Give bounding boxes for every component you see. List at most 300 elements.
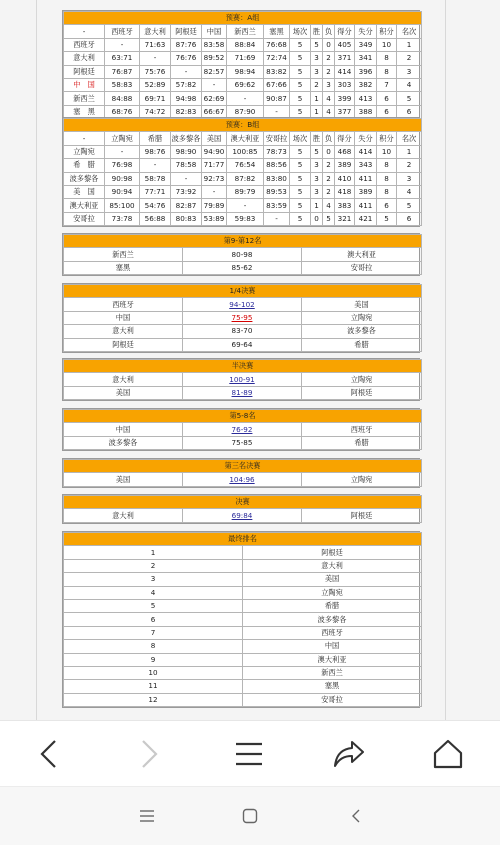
team-name-cell: 希 腊	[64, 159, 105, 172]
semifinals-title: 半决赛	[64, 360, 422, 373]
table-cell: 87:82	[227, 172, 264, 185]
team1-cell: 美国	[64, 386, 183, 399]
third-place-table	[62, 458, 420, 488]
table-cell: 90:98	[105, 172, 140, 185]
team-cell: 澳大利亚	[243, 653, 422, 666]
table-cell: 1	[397, 38, 422, 51]
browser-toolbar	[0, 720, 500, 787]
places-5-8-table	[62, 408, 420, 451]
table-cell: 399	[335, 92, 355, 105]
table-cell: 92:73	[202, 172, 227, 185]
table-cell: 88:56	[264, 159, 290, 172]
table-cell: 5	[290, 185, 311, 198]
table-cell: 3	[311, 185, 323, 198]
table-cell: 3	[311, 52, 323, 65]
table-cell: 388	[355, 105, 377, 118]
table-cell: 383	[335, 199, 355, 212]
table-cell: 8	[377, 172, 397, 185]
table-cell: -	[140, 159, 171, 172]
table-row	[64, 65, 422, 78]
table-cell: -	[202, 185, 227, 198]
rank-cell: 4	[64, 586, 243, 599]
table-cell: 57:82	[171, 78, 202, 91]
back-button[interactable]	[24, 731, 74, 777]
table-cell: 5	[290, 172, 311, 185]
recent-apps-button[interactable]	[132, 801, 162, 831]
match-row	[64, 386, 422, 399]
table-cell: 2	[397, 159, 422, 172]
col-header: 积分	[377, 25, 397, 38]
col-header: 得分	[335, 132, 355, 145]
table-cell: 468	[335, 145, 355, 158]
team-name-cell: 美 国	[64, 185, 105, 198]
table-cell: 69:71	[140, 92, 171, 105]
table-cell: 5	[290, 65, 311, 78]
table-cell: 83:59	[264, 199, 290, 212]
team2-cell: 安哥拉	[302, 261, 422, 274]
team-cell: 希腊	[243, 599, 422, 612]
team2-cell: 阿根廷	[302, 509, 422, 522]
table-cell: -	[171, 172, 202, 185]
match-row	[64, 248, 422, 261]
table-cell: 94:90	[202, 145, 227, 158]
score-link[interactable]: 94-102	[183, 298, 302, 311]
table-cell: 6	[397, 105, 422, 118]
team-name-cell: 阿根廷	[64, 65, 105, 78]
table-row	[64, 159, 422, 172]
rank-cell: 1	[64, 546, 243, 559]
ranking-row	[64, 626, 422, 639]
team2-cell: 波多黎各	[302, 325, 422, 338]
third-place-body	[64, 473, 422, 486]
footer	[0, 720, 500, 844]
table-cell: 3	[397, 172, 422, 185]
group-b-header-row	[64, 132, 422, 145]
forward-button[interactable]	[124, 731, 174, 777]
team-name-cell: 澳大利亚	[64, 199, 105, 212]
team1-cell: 新西兰	[64, 248, 183, 261]
table-cell: 58:83	[105, 78, 140, 91]
table-cell: 4	[323, 92, 335, 105]
page-border-right	[445, 0, 446, 720]
col-header: 胜	[311, 25, 323, 38]
final-table	[62, 494, 420, 524]
table-cell: -	[264, 212, 290, 225]
share-button[interactable]	[324, 731, 374, 777]
table-cell: 8	[377, 65, 397, 78]
table-cell: 69:62	[227, 78, 264, 91]
group-a-body	[64, 38, 422, 118]
table-cell: 0	[323, 145, 335, 158]
col-header: 胜	[311, 132, 323, 145]
team2-cell: 立陶宛	[302, 473, 422, 486]
back-arrow-icon	[37, 738, 61, 770]
table-cell: 85:100	[105, 199, 140, 212]
table-cell: -	[171, 65, 202, 78]
table-cell: 82:83	[171, 105, 202, 118]
match-row	[64, 298, 422, 311]
team-cell: 立陶宛	[243, 586, 422, 599]
team-name-cell: 西班牙	[64, 38, 105, 51]
table-cell: -	[140, 52, 171, 65]
match-row	[64, 473, 422, 486]
group-b-title: 预赛：B组	[64, 119, 422, 132]
table-cell: 52:89	[140, 78, 171, 91]
col-header: 安哥拉	[264, 132, 290, 145]
col-header: 新西兰	[227, 25, 264, 38]
table-cell: 79:89	[202, 199, 227, 212]
col-header: 美国	[202, 132, 227, 145]
team-name-cell: 立陶宛	[64, 145, 105, 158]
score-link[interactable]: 69:84	[183, 509, 302, 522]
final-body	[64, 509, 422, 522]
table-cell: 73:92	[171, 185, 202, 198]
table-cell: 382	[355, 78, 377, 91]
col-header: 塞黑	[264, 25, 290, 38]
table-cell: 5	[290, 105, 311, 118]
places-9-12-table	[62, 233, 420, 276]
table-cell: 83:58	[202, 38, 227, 51]
rank-cell: 9	[64, 653, 243, 666]
table-cell: 56:88	[140, 212, 171, 225]
team-cell: 新西兰	[243, 666, 422, 679]
rank-cell: 8	[64, 640, 243, 653]
table-cell: 59:83	[227, 212, 264, 225]
col-header: 得分	[335, 25, 355, 38]
table-cell: 7	[377, 78, 397, 91]
table-cell: 10	[377, 38, 397, 51]
table-cell: 2	[397, 52, 422, 65]
rank-cell: 6	[64, 613, 243, 626]
table-cell: 1	[311, 199, 323, 212]
score-link[interactable]: 76-92	[183, 423, 302, 436]
table-cell: 5	[290, 145, 311, 158]
table-cell: 421	[355, 212, 377, 225]
col-header: 阿根廷	[171, 25, 202, 38]
table-cell: 8	[377, 185, 397, 198]
table-cell: 3	[311, 65, 323, 78]
table-cell: -	[105, 145, 140, 158]
table-cell: 0	[311, 212, 323, 225]
table-cell: 76:54	[227, 159, 264, 172]
ranking-row	[64, 640, 422, 653]
table-cell: 6	[377, 92, 397, 105]
table-cell: 303	[335, 78, 355, 91]
table-cell: 371	[335, 52, 355, 65]
col-header: 积分	[377, 132, 397, 145]
table-cell: 76:87	[105, 65, 140, 78]
col-header: 负	[323, 25, 335, 38]
share-icon	[332, 739, 366, 769]
team2-cell: 希腊	[302, 338, 422, 351]
team-cell: 波多黎各	[243, 613, 422, 626]
col-header: 波多黎各	[171, 132, 202, 145]
table-cell: 84:88	[105, 92, 140, 105]
team1-cell: 美国	[64, 473, 183, 486]
table-cell: 389	[335, 159, 355, 172]
score-link: 85-62	[183, 261, 302, 274]
table-row	[64, 145, 422, 158]
table-cell: 3	[397, 65, 422, 78]
table-cell: 76:68	[264, 38, 290, 51]
ranking-row	[64, 680, 422, 693]
team-name-cell: 安哥拉	[64, 212, 105, 225]
final-ranking-table	[62, 531, 420, 708]
table-cell: 88:84	[227, 38, 264, 51]
table-cell: 5	[311, 38, 323, 51]
col-header: 名次	[397, 25, 422, 38]
table-cell: 5	[290, 92, 311, 105]
table-cell: 414	[335, 65, 355, 78]
ranking-row	[64, 693, 422, 706]
col-header: -	[64, 132, 105, 145]
table-cell: 90:94	[105, 185, 140, 198]
ranking-row	[64, 599, 422, 612]
team1-cell: 塞黑	[64, 261, 183, 274]
table-cell: 87:76	[171, 38, 202, 51]
col-header: 场次	[290, 132, 311, 145]
final-ranking-body	[64, 546, 422, 707]
table-cell: 2	[323, 52, 335, 65]
table-cell: 321	[335, 212, 355, 225]
ranking-row	[64, 653, 422, 666]
places-9-12-title: 第9-第12名	[64, 235, 422, 248]
table-cell: 3	[311, 159, 323, 172]
final-title: 决赛	[64, 496, 422, 509]
table-cell: 5	[290, 199, 311, 212]
table-cell: 90:87	[264, 92, 290, 105]
match-row	[64, 338, 422, 351]
rank-cell: 3	[64, 573, 243, 586]
system-back-button[interactable]	[341, 801, 371, 831]
table-cell: 68:76	[105, 105, 140, 118]
table-cell: 405	[335, 38, 355, 51]
home-button[interactable]	[423, 731, 473, 777]
table-row	[64, 78, 422, 91]
table-cell: 8	[377, 159, 397, 172]
table-row	[64, 172, 422, 185]
table-cell: 1	[311, 105, 323, 118]
team-name-cell: 塞 黑	[64, 105, 105, 118]
table-cell: -	[227, 199, 264, 212]
team-name-cell: 新西兰	[64, 92, 105, 105]
table-cell: 2	[323, 65, 335, 78]
table-row	[64, 199, 422, 212]
table-cell: 5	[311, 145, 323, 158]
table-cell: 100:85	[227, 145, 264, 158]
table-cell: 82:87	[171, 199, 202, 212]
ranking-row	[64, 573, 422, 586]
team2-cell: 阿根廷	[302, 386, 422, 399]
col-header: 澳大利亚	[227, 132, 264, 145]
score-link[interactable]: 75-95	[183, 311, 302, 324]
table-cell: 98:90	[171, 145, 202, 158]
table-cell: 411	[355, 199, 377, 212]
table-cell: 1	[397, 145, 422, 158]
table-cell: 414	[355, 145, 377, 158]
home-square-icon	[242, 808, 258, 824]
places-5-8-title: 第5-8名	[64, 410, 422, 423]
table-cell: 6	[377, 199, 397, 212]
table-cell: 89:52	[202, 52, 227, 65]
table-cell: 4	[397, 78, 422, 91]
quarterfinals-table	[62, 283, 420, 353]
rank-cell: 7	[64, 626, 243, 639]
menu-button[interactable]	[224, 731, 274, 777]
group-a-header-row	[64, 25, 422, 38]
table-cell: 98:94	[227, 65, 264, 78]
table-cell: 87:90	[227, 105, 264, 118]
rank-cell: 2	[64, 559, 243, 572]
table-cell: 67:66	[264, 78, 290, 91]
team2-cell: 希腊	[302, 436, 422, 449]
table-cell: 410	[335, 172, 355, 185]
team-cell: 美国	[243, 573, 422, 586]
table-cell: 5	[290, 212, 311, 225]
col-header: 西班牙	[105, 25, 140, 38]
table-cell: -	[105, 38, 140, 51]
recent-apps-icon	[139, 809, 155, 823]
match-row	[64, 373, 422, 386]
team-cell: 中国	[243, 640, 422, 653]
table-cell: 418	[335, 185, 355, 198]
group-a-table	[62, 10, 420, 120]
table-cell: 4	[323, 199, 335, 212]
col-header: 失分	[355, 132, 377, 145]
team-name-cell: 中 国	[64, 78, 105, 91]
ranking-row	[64, 546, 422, 559]
col-header: -	[64, 25, 105, 38]
table-cell: 1	[311, 92, 323, 105]
match-row	[64, 423, 422, 436]
table-cell: 78:58	[171, 159, 202, 172]
table-cell: 80:83	[171, 212, 202, 225]
team1-cell: 意大利	[64, 373, 183, 386]
group-b-body	[64, 145, 422, 225]
menu-icon	[234, 740, 264, 768]
table-cell: 0	[323, 38, 335, 51]
match-row	[64, 261, 422, 274]
team1-cell: 意大利	[64, 509, 183, 522]
score-link[interactable]: 104:96	[183, 473, 302, 486]
semifinals-table	[62, 358, 420, 401]
table-cell: 10	[377, 145, 397, 158]
match-row	[64, 509, 422, 522]
table-cell: 78:73	[264, 145, 290, 158]
table-cell: 77:71	[140, 185, 171, 198]
table-cell: 53:89	[202, 212, 227, 225]
places-9-12-body	[64, 248, 422, 275]
ranking-row	[64, 559, 422, 572]
rank-cell: 11	[64, 680, 243, 693]
system-home-button[interactable]	[235, 801, 265, 831]
table-cell: 66:67	[202, 105, 227, 118]
col-header: 中国	[202, 25, 227, 38]
rank-cell: 12	[64, 693, 243, 706]
table-cell: 72:74	[264, 52, 290, 65]
team1-cell: 波多黎各	[64, 436, 183, 449]
table-cell: 5	[290, 159, 311, 172]
final-ranking-title: 最终排名	[64, 533, 422, 546]
ranking-row	[64, 586, 422, 599]
table-cell: 83:82	[264, 65, 290, 78]
table-cell: 76:98	[105, 159, 140, 172]
group-b-table	[62, 117, 420, 227]
table-cell: 5	[290, 52, 311, 65]
table-cell: 71:69	[227, 52, 264, 65]
table-cell: 5	[290, 38, 311, 51]
table-cell: 2	[311, 78, 323, 91]
ranking-row	[64, 666, 422, 679]
score-link: 80-98	[183, 248, 302, 261]
col-header: 名次	[397, 132, 422, 145]
table-cell: 5	[377, 212, 397, 225]
system-navigation-bar	[0, 786, 500, 845]
table-cell: 6	[397, 212, 422, 225]
table-cell: 377	[335, 105, 355, 118]
third-place-title: 第三名决赛	[64, 460, 422, 473]
table-cell: 396	[355, 65, 377, 78]
col-header: 负	[323, 132, 335, 145]
team-name-cell: 意大利	[64, 52, 105, 65]
quarterfinals-body	[64, 298, 422, 352]
quarterfinals-title: 1/4决赛	[64, 285, 422, 298]
table-cell: 349	[355, 38, 377, 51]
table-cell: 98:76	[140, 145, 171, 158]
team1-cell: 阿根廷	[64, 338, 183, 351]
col-header: 立陶宛	[105, 132, 140, 145]
score-link: 75-85	[183, 436, 302, 449]
table-cell: -	[264, 105, 290, 118]
table-cell: 62:69	[202, 92, 227, 105]
team-cell: 塞黑	[243, 680, 422, 693]
page-border-left	[36, 0, 37, 720]
team1-cell: 意大利	[64, 325, 183, 338]
table-cell: 8	[377, 52, 397, 65]
table-row	[64, 38, 422, 51]
score-link[interactable]: 81-89	[183, 386, 302, 399]
table-cell: 6	[377, 105, 397, 118]
team1-cell: 中国	[64, 311, 183, 324]
col-header: 场次	[290, 25, 311, 38]
forward-arrow-icon	[137, 738, 161, 770]
match-row	[64, 436, 422, 449]
table-cell: 343	[355, 159, 377, 172]
table-cell: 76:76	[171, 52, 202, 65]
table-row	[64, 212, 422, 225]
table-cell: 411	[355, 172, 377, 185]
score-link: 69-64	[183, 338, 302, 351]
table-cell: 4	[323, 105, 335, 118]
table-cell: 5	[397, 199, 422, 212]
table-cell: -	[227, 92, 264, 105]
table-cell: 75:76	[140, 65, 171, 78]
team2-cell: 立陶宛	[302, 373, 422, 386]
places-5-8-body	[64, 423, 422, 450]
table-cell: -	[202, 78, 227, 91]
table-cell: 413	[355, 92, 377, 105]
table-cell: 2	[323, 172, 335, 185]
table-cell: 5	[397, 92, 422, 105]
table-cell: 83:80	[264, 172, 290, 185]
table-cell: 89:79	[227, 185, 264, 198]
table-cell: 71:63	[140, 38, 171, 51]
team2-cell: 西班牙	[302, 423, 422, 436]
table-row	[64, 185, 422, 198]
col-header: 意大利	[140, 25, 171, 38]
score-link[interactable]: 100-91	[183, 373, 302, 386]
table-cell: 389	[355, 185, 377, 198]
